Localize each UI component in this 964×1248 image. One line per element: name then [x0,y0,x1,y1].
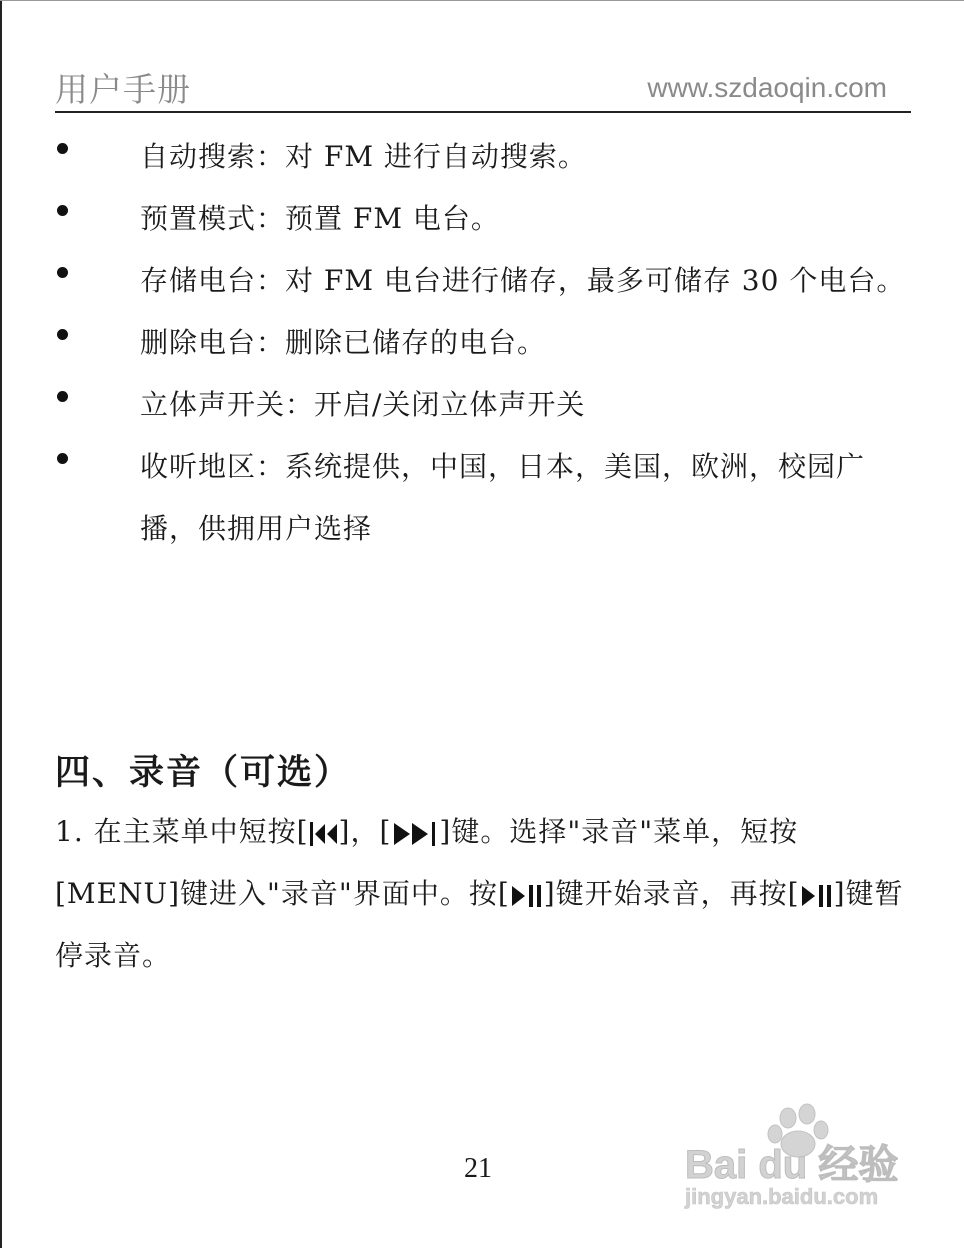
watermark-url: jingyan.baidu.com [685,1184,879,1209]
list-item [0,188,964,250]
bullet-icon [57,329,68,340]
bullet-icon [57,143,68,154]
watermark-brand: Bai du 经验 [685,1143,899,1187]
list-item [0,312,964,374]
prev-track-icon [309,820,339,848]
instruction-text: ]，[ [338,815,392,848]
bullet-icon [57,391,68,402]
list-item [0,374,964,436]
list-item-text: 自动搜索：对 FM 进行自动搜索。 [140,140,587,173]
recording-instructions [55,801,920,987]
section-heading: 四、录音（可选） [55,753,352,793]
list-item-text: 预置模式：预置 FM 电台。 [140,202,500,235]
list-item-text: 存储电台：对 FM 电台进行储存，最多可储存 30 个电台。 [140,264,906,297]
header-url: www.szdaoqin.com [647,72,887,103]
list-item-text: 删除电台：删除已储存的电台。 [140,326,547,359]
feature-list [0,126,964,560]
header-divider [55,111,911,113]
page-top-border [0,0,964,1]
bullet-icon [57,267,68,278]
list-item-text: 立体声开关：开启/关闭立体声开关 [140,388,586,421]
bullet-icon [57,453,68,464]
instruction-text: ]键开始录音，再按[ [543,877,800,910]
next-track-icon [391,820,439,848]
play-pause-icon [510,882,544,910]
instruction-text: ]键。选择"录音"菜单，短按[MENU]键进入"录音"界面中。按[ [55,815,799,910]
list-item [0,250,964,312]
page-number: 21 [464,1153,492,1184]
instruction-text: ]键暂停录音。 [55,877,904,972]
bullet-icon [57,205,68,216]
list-item [0,126,964,188]
list-item-text: 收听地区：系统提供，中国，日本，美国，欧洲，校园广播，供拥用户选择 [140,450,866,545]
baidu-jingyan-watermark [683,1100,908,1210]
header-title: 用户手册 [55,70,191,109]
instruction-text: 1. 在主菜单中短按[ [55,815,309,848]
play-pause-icon [800,882,834,910]
list-item [0,436,964,560]
paw-logo-icon [683,1100,908,1210]
